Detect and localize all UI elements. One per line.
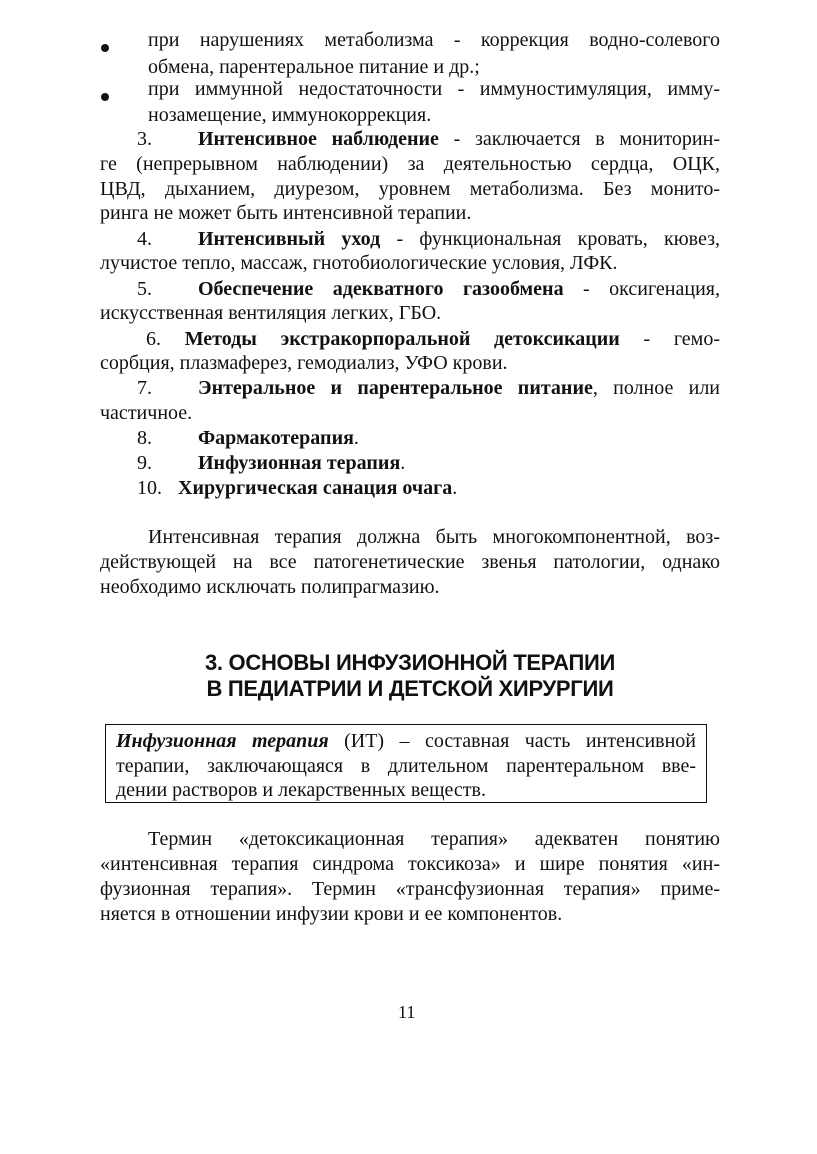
item-5-number: 5. [137, 278, 152, 300]
paragraph-1-line-1: Интенсивная терапия должна быть многокомпонентной, воз- [148, 526, 720, 548]
item-3-term: Интенсивное наблюдение [198, 128, 439, 150]
item-6-line-1 [146, 326, 720, 352]
paragraph-2-line-3: фузионная терапия». Термин «трансфузионная терапия» приме- [100, 878, 720, 900]
item-3-line-2: ге (непрерывном наблюдении) за деятельностью сердца, ОЦК, [100, 153, 720, 175]
bullet-marker [101, 93, 109, 101]
section-heading-line-2: В ПЕДИАТРИИ И ДЕТСКОЙ ХИРУРГИИ [206, 676, 614, 701]
item-9-term: Инфузионная терапия [198, 452, 401, 474]
item-6-number: 6. [146, 328, 161, 350]
definition-text: (ИТ) – составная часть интенсивной [328, 730, 696, 752]
item-7-text: , полное или [592, 377, 720, 399]
item-3-line-1 [198, 126, 720, 152]
item-9-number: 9. [137, 452, 152, 474]
item-3-line-4: ринга не может быть интенсивной терапии. [100, 202, 472, 224]
item-9-text: . [400, 452, 406, 474]
section-heading-line-1: 3. ОСНОВЫ ИНФУЗИОННОЙ ТЕРАПИИ [204, 650, 616, 675]
item-3-line-3: ЦВД, дыханием, диурезом, уровнем метаболизма. Без монито- [100, 178, 720, 200]
item-10-number: 10. [137, 477, 162, 499]
item-10-term: Хирургическая санация очага [178, 477, 453, 499]
definition-term: Инфузионная терапия [116, 730, 329, 752]
item-7-term: Энтеральное и парентеральное питание [198, 377, 593, 399]
item-5-line-2: искусственная вентиляция легких, ГБО. [100, 302, 442, 324]
bullet-1-line-1: при нарушениях метаболизма - коррекция водно-солевого [148, 29, 720, 51]
item-3-number: 3. [137, 128, 152, 150]
item-3-text: - заключается в мониторин- [438, 128, 720, 150]
item-7-number: 7. [137, 377, 152, 399]
definition-line-2: терапии, заключающаяся в длительном парентеральном вве- [116, 755, 696, 777]
item-4-line-2: лучистое тепло, массаж, гнотобиологические условия, ЛФК. [100, 252, 618, 274]
page-number: 11 [398, 1002, 416, 1022]
item-8-number: 8. [137, 427, 152, 449]
item-8-text: . [353, 427, 359, 449]
bullet-2-line-1: при иммунной недостаточности - иммуностимуляция, имму- [148, 78, 720, 100]
item-4-term: Интенсивный уход [198, 228, 381, 250]
item-8-term: Фармакотерапия [198, 427, 354, 449]
item-9-line-1 [198, 450, 405, 476]
paragraph-2-line-4: няется в отношении инфузии крови и ее компонентов. [100, 903, 563, 925]
definition-line-3: дении растворов и лекарственных веществ. [116, 779, 486, 801]
item-4-number: 4. [137, 228, 152, 250]
item-4-text: - функциональная кровать, кювез, [380, 228, 720, 250]
item-6-text: - гемо- [619, 328, 720, 350]
item-7-line-1 [198, 375, 720, 401]
paragraph-2-line-1: Термин «детоксикационная терапия» адекватен понятию [148, 828, 720, 850]
item-6-line-2: сорбция, плазмаферез, гемодиализ, УФО крови. [100, 352, 508, 374]
bullet-1-line-2: обмена, парентеральное питание и др.; [148, 56, 480, 78]
bullet-marker [101, 44, 109, 52]
item-5-term: Обеспечение адекватного газообмена [198, 278, 564, 300]
item-6-term: Методы экстракорпоральной детоксикации [184, 328, 620, 350]
paragraph-1-line-2: действующей на все патогенетические звенья патологии, однако [100, 551, 720, 573]
bullet-2-line-2: нозамещение, иммунокоррекция. [148, 104, 432, 126]
item-7-line-2: частичное. [100, 402, 193, 424]
item-5-line-1 [198, 276, 720, 302]
item-8-line-1 [198, 425, 359, 451]
definition-line-1 [116, 728, 696, 754]
paragraph-1-line-3: необходимо исключать полипрагмазию. [100, 576, 440, 598]
item-4-line-1 [198, 226, 720, 252]
item-10-text: . [452, 477, 458, 499]
paragraph-2-line-2: «интенсивная терапия синдрома токсикоза» и шире понятия «ин- [100, 853, 720, 875]
item-10-line-1 [178, 475, 457, 501]
item-5-text: - оксигенация, [563, 278, 720, 300]
